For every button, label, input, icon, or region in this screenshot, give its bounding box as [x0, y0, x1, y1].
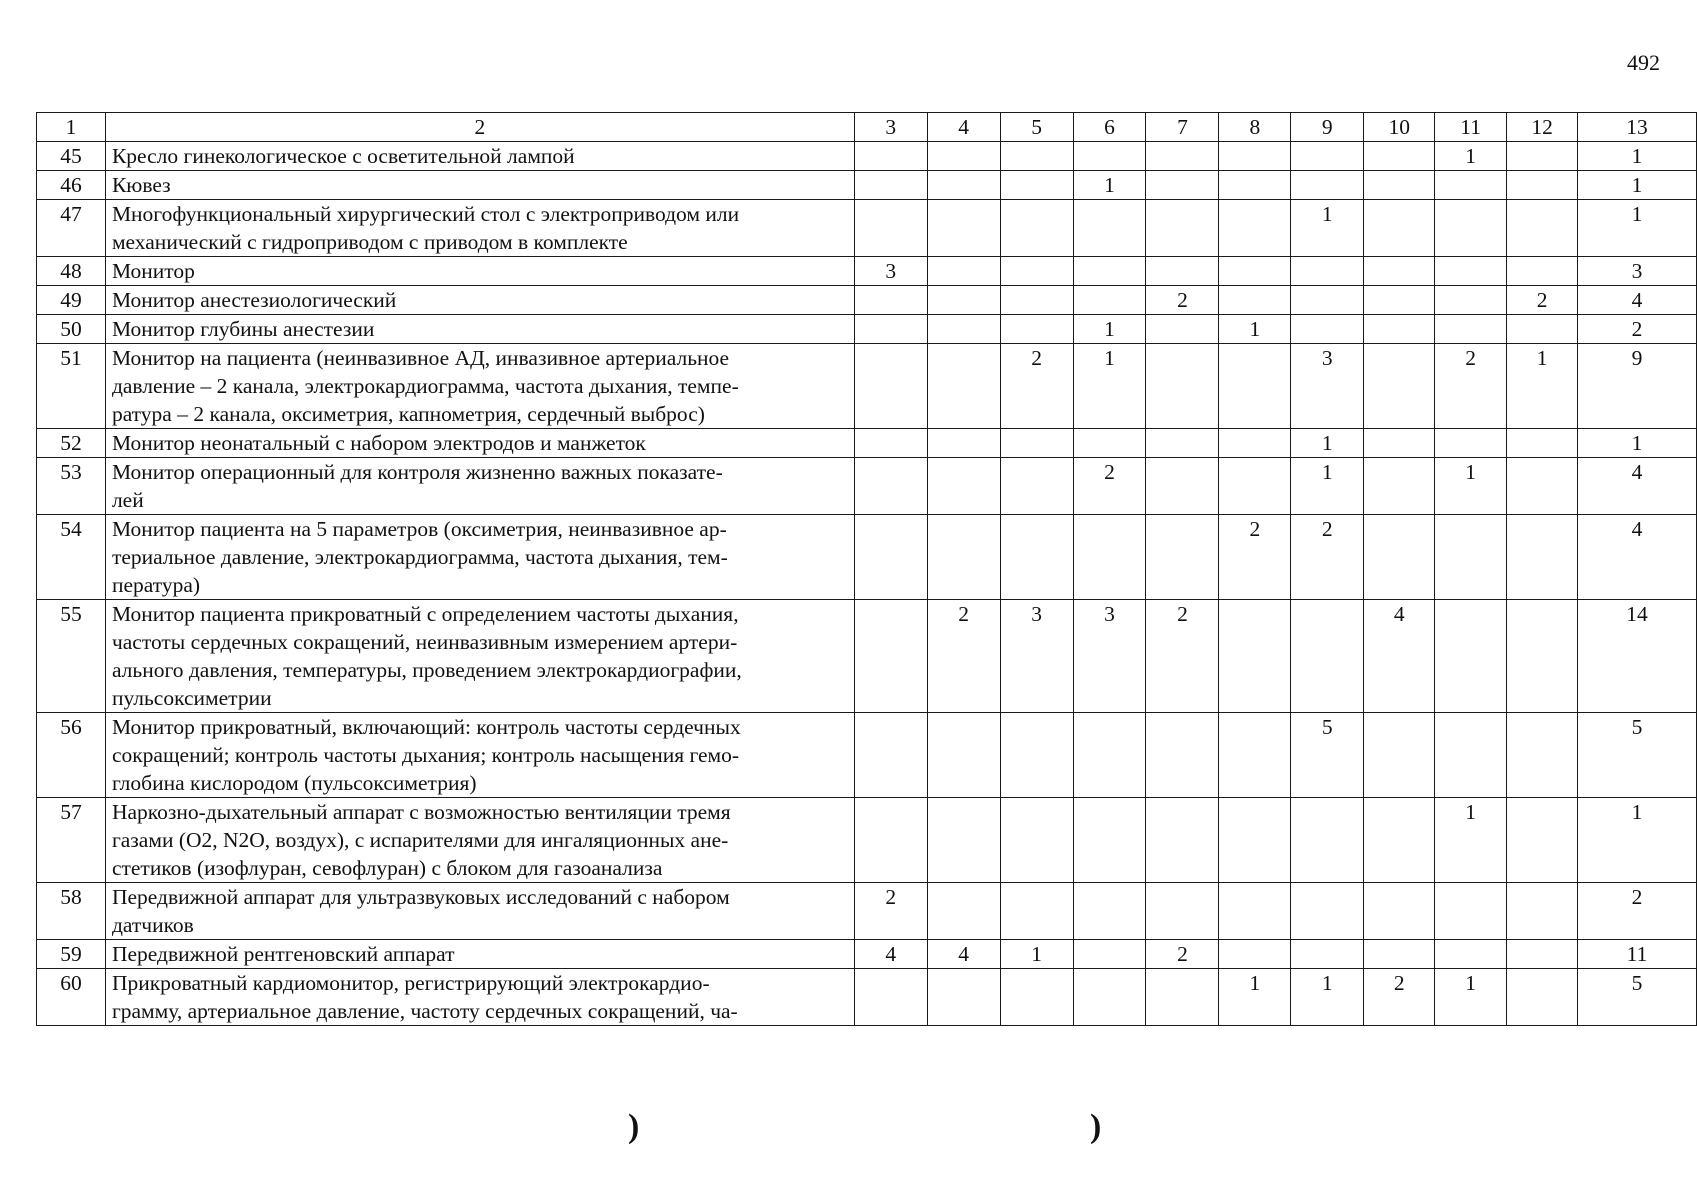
header-cell: 5 [1000, 113, 1073, 142]
quantity-cell [927, 257, 1000, 286]
quantity-cell: 1 [1507, 344, 1578, 429]
quantity-cell [1073, 257, 1146, 286]
quantity-cell: 1 [1578, 142, 1697, 171]
equipment-name-line: газами (О2, N2O, воздух), с испарителями для ингаляционных ане- [111, 828, 729, 852]
quantity-cell [1000, 969, 1073, 1026]
quantity-cell [1219, 142, 1291, 171]
quantity-cell [1291, 286, 1364, 315]
header-cell: 13 [1578, 113, 1697, 142]
quantity-cell: 4 [854, 940, 927, 969]
table-body [37, 113, 1697, 1026]
quantity-cell: 1 [1073, 171, 1146, 200]
quantity-cell [1435, 286, 1507, 315]
quantity-cell [854, 286, 927, 315]
quantity-cell [1073, 286, 1146, 315]
quantity-cell [1435, 315, 1507, 344]
quantity-cell [1507, 142, 1578, 171]
quantity-cell [1219, 600, 1291, 713]
equipment-name-cell [105, 171, 854, 200]
quantity-cell: 1 [1435, 458, 1507, 515]
quantity-cell: 1 [1435, 969, 1507, 1026]
quantity-cell [927, 429, 1000, 458]
equipment-name-line: Прикроватный кардиомонитор, регистрирующий электрокардио- [111, 971, 710, 995]
quantity-cell: 1 [1000, 940, 1073, 969]
quantity-cell: 2 [854, 883, 927, 940]
quantity-cell: 1 [1073, 344, 1146, 429]
quantity-cell [1507, 798, 1578, 883]
quantity-cell [1219, 257, 1291, 286]
quantity-cell [1219, 798, 1291, 883]
quantity-cell [1073, 883, 1146, 940]
quantity-cell [1435, 515, 1507, 600]
equipment-name-cell [105, 458, 854, 515]
quantity-cell: 2 [1073, 458, 1146, 515]
quantity-cell: 5 [1578, 969, 1697, 1026]
equipment-name-line: Монитор на пациента (неинвазивное АД, инвазивное артериальное [111, 346, 730, 370]
equipment-name-line: Монитор глубины анестезии [111, 317, 375, 341]
quantity-cell [1291, 142, 1364, 171]
quantity-cell [1435, 883, 1507, 940]
quantity-cell [1364, 200, 1435, 257]
quantity-cell [1507, 200, 1578, 257]
equipment-name-line: Монитор [111, 259, 195, 283]
row-number-cell: 52 [37, 429, 106, 458]
quantity-cell [1073, 713, 1146, 798]
quantity-cell: 5 [1291, 713, 1364, 798]
quantity-cell: 3 [1578, 257, 1697, 286]
table-row [37, 940, 1697, 969]
quantity-cell [1507, 713, 1578, 798]
quantity-cell [1364, 171, 1435, 200]
equipment-name-line: частоты сердечных сокращений, неинвазивным измерением артери- [111, 630, 738, 654]
table-row [37, 883, 1697, 940]
quantity-cell: 9 [1578, 344, 1697, 429]
quantity-cell [1146, 344, 1219, 429]
quantity-cell [1219, 344, 1291, 429]
table-row [37, 458, 1697, 515]
quantity-cell [1364, 458, 1435, 515]
quantity-cell: 5 [1578, 713, 1697, 798]
footer-mark-right: ) [1090, 1108, 1102, 1145]
quantity-cell [854, 713, 927, 798]
quantity-cell: 3 [1073, 600, 1146, 713]
quantity-cell [1146, 515, 1219, 600]
quantity-cell [1364, 429, 1435, 458]
quantity-cell [854, 315, 927, 344]
header-cell: 7 [1146, 113, 1219, 142]
quantity-cell [1219, 171, 1291, 200]
quantity-cell [1507, 171, 1578, 200]
quantity-cell [1364, 344, 1435, 429]
quantity-cell: 2 [1507, 286, 1578, 315]
quantity-cell [854, 600, 927, 713]
table-header-row [37, 113, 1697, 142]
quantity-cell [927, 200, 1000, 257]
table-row [37, 798, 1697, 883]
quantity-cell: 1 [1219, 315, 1291, 344]
quantity-cell [1219, 286, 1291, 315]
quantity-cell [1219, 429, 1291, 458]
row-number-cell: 49 [37, 286, 106, 315]
quantity-cell [927, 458, 1000, 515]
equipment-name-line: грамму, артериальное давление, частоту сердечных сокращений, ча- [111, 999, 738, 1023]
equipment-name-cell [105, 798, 854, 883]
header-cell: 6 [1073, 113, 1146, 142]
quantity-cell [1000, 515, 1073, 600]
row-number-cell: 50 [37, 315, 106, 344]
quantity-cell: 2 [1000, 344, 1073, 429]
quantity-cell: 1 [1435, 142, 1507, 171]
equipment-name-line: стетиков (изофлуран, севофлуран) с блоком для газоанализа [111, 856, 663, 880]
quantity-cell: 2 [1364, 969, 1435, 1026]
quantity-cell [1435, 200, 1507, 257]
quantity-cell [854, 200, 927, 257]
quantity-cell [1364, 713, 1435, 798]
quantity-cell [1073, 142, 1146, 171]
quantity-cell [1219, 883, 1291, 940]
quantity-cell [1219, 200, 1291, 257]
row-number-cell: 54 [37, 515, 106, 600]
table-row [37, 429, 1697, 458]
quantity-cell [1507, 458, 1578, 515]
quantity-cell: 2 [1435, 344, 1507, 429]
equipment-name-line: ального давления, температуры, проведением электрокардиографии, [111, 658, 742, 682]
quantity-cell [1000, 171, 1073, 200]
equipment-name-line: Наркозно-дыхательный аппарат с возможностью вентиляции тремя [111, 800, 731, 824]
equipment-name-line: датчиков [111, 913, 194, 937]
quantity-cell [854, 798, 927, 883]
quantity-cell [1364, 315, 1435, 344]
quantity-cell [1000, 798, 1073, 883]
equipment-name-cell [105, 200, 854, 257]
quantity-cell [1219, 458, 1291, 515]
quantity-cell [927, 713, 1000, 798]
equipment-name-line: Монитор пациента на 5 параметров (оксиметрия, неинвазивное ар- [111, 517, 727, 541]
equipment-name-cell [105, 713, 854, 798]
quantity-cell [1073, 969, 1146, 1026]
quantity-cell [1507, 315, 1578, 344]
equipment-name-cell [105, 940, 854, 969]
quantity-cell: 2 [927, 600, 1000, 713]
quantity-cell [1000, 458, 1073, 515]
quantity-cell [1507, 515, 1578, 600]
quantity-cell [1291, 883, 1364, 940]
equipment-name-line: Монитор анестезиологический [111, 288, 397, 312]
quantity-cell [1364, 142, 1435, 171]
quantity-cell [854, 969, 927, 1026]
quantity-cell [854, 458, 927, 515]
quantity-cell [927, 142, 1000, 171]
quantity-cell [1364, 515, 1435, 600]
quantity-cell [1000, 257, 1073, 286]
quantity-cell [1291, 940, 1364, 969]
equipment-name-line: Передвижной рентгеновский аппарат [111, 942, 455, 966]
quantity-cell [927, 798, 1000, 883]
quantity-cell: 1 [1219, 969, 1291, 1026]
header-cell: 8 [1219, 113, 1291, 142]
quantity-cell [1364, 257, 1435, 286]
equipment-name-line: Кресло гинекологическое с осветительной лампой [111, 144, 575, 168]
quantity-cell [1219, 713, 1291, 798]
table-row [37, 713, 1697, 798]
equipment-table [36, 112, 1697, 1026]
quantity-cell: 2 [1219, 515, 1291, 600]
equipment-name-line: пература) [111, 573, 201, 597]
quantity-cell: 2 [1578, 315, 1697, 344]
quantity-cell [1364, 798, 1435, 883]
quantity-cell [1507, 429, 1578, 458]
quantity-cell: 2 [1146, 940, 1219, 969]
quantity-cell [1146, 200, 1219, 257]
quantity-cell: 1 [1578, 798, 1697, 883]
quantity-cell: 4 [927, 940, 1000, 969]
table-row [37, 200, 1697, 257]
quantity-cell: 1 [1578, 200, 1697, 257]
quantity-cell [1146, 429, 1219, 458]
quantity-cell: 4 [1364, 600, 1435, 713]
row-number-cell: 59 [37, 940, 106, 969]
quantity-cell [927, 171, 1000, 200]
equipment-name-line: механический с гидроприводом с приводом в комплекте [111, 230, 628, 254]
quantity-cell [1291, 257, 1364, 286]
equipment-name-line: Кювез [111, 173, 171, 197]
quantity-cell: 3 [1000, 600, 1073, 713]
equipment-name-cell [105, 142, 854, 171]
row-number-cell: 47 [37, 200, 106, 257]
quantity-cell: 11 [1578, 940, 1697, 969]
quantity-cell [1364, 883, 1435, 940]
quantity-cell [1146, 458, 1219, 515]
equipment-name-line: лей [111, 488, 144, 512]
quantity-cell: 1 [1578, 171, 1697, 200]
row-number-cell: 55 [37, 600, 106, 713]
quantity-cell [927, 315, 1000, 344]
table-row [37, 515, 1697, 600]
equipment-name-cell [105, 600, 854, 713]
quantity-cell [854, 142, 927, 171]
quantity-cell [1146, 257, 1219, 286]
table-row [37, 315, 1697, 344]
equipment-name-line: Монитор пациента прикроватный с определением частоты дыхания, [111, 602, 739, 626]
quantity-cell [1435, 940, 1507, 969]
quantity-cell [1073, 515, 1146, 600]
quantity-cell [1073, 798, 1146, 883]
equipment-name-line: Монитор прикроватный, включающий: контроль частоты сердечных [111, 715, 741, 739]
table-row [37, 344, 1697, 429]
quantity-cell: 2 [1146, 286, 1219, 315]
quantity-cell: 1 [1073, 315, 1146, 344]
quantity-cell [1000, 429, 1073, 458]
quantity-cell [1291, 171, 1364, 200]
quantity-cell: 1 [1291, 429, 1364, 458]
quantity-cell [1364, 286, 1435, 315]
quantity-cell [1435, 713, 1507, 798]
quantity-cell [1435, 257, 1507, 286]
row-number-cell: 45 [37, 142, 106, 171]
row-number-cell: 53 [37, 458, 106, 515]
quantity-cell [927, 286, 1000, 315]
equipment-name-line: пульсоксиметрии [111, 686, 272, 710]
quantity-cell [1435, 600, 1507, 713]
quantity-cell [854, 515, 927, 600]
quantity-cell [1507, 883, 1578, 940]
footer-mark-left: ) [628, 1108, 640, 1145]
table-row [37, 969, 1697, 1026]
quantity-cell [1146, 315, 1219, 344]
quantity-cell [1146, 142, 1219, 171]
header-cell: 2 [105, 113, 854, 142]
quantity-cell [1146, 171, 1219, 200]
equipment-name-line: териальное давление, электрокардиограмма, частота дыхания, тем- [111, 545, 728, 569]
equipment-name-line: Монитор неонатальный с набором электродов и манжеток [111, 431, 646, 455]
quantity-cell [927, 515, 1000, 600]
quantity-cell: 3 [854, 257, 927, 286]
row-number-cell: 57 [37, 798, 106, 883]
quantity-cell [1146, 883, 1219, 940]
header-cell: 3 [854, 113, 927, 142]
quantity-cell: 4 [1578, 458, 1697, 515]
quantity-cell [1146, 713, 1219, 798]
header-cell: 11 [1435, 113, 1507, 142]
quantity-cell [1000, 315, 1073, 344]
quantity-cell [1146, 969, 1219, 1026]
quantity-cell [1291, 600, 1364, 713]
equipment-name-cell [105, 257, 854, 286]
quantity-cell [1000, 883, 1073, 940]
quantity-cell [927, 969, 1000, 1026]
quantity-cell [1000, 200, 1073, 257]
equipment-name-line: Монитор операционный для контроля жизненно важных показате- [111, 460, 723, 484]
quantity-cell [1291, 315, 1364, 344]
quantity-cell [1073, 429, 1146, 458]
quantity-cell [854, 344, 927, 429]
equipment-name-line: Многофункциональный хирургический стол с электроприводом или [111, 202, 740, 226]
quantity-cell [1507, 600, 1578, 713]
quantity-cell: 1 [1291, 969, 1364, 1026]
header-cell: 4 [927, 113, 1000, 142]
quantity-cell: 1 [1578, 429, 1697, 458]
quantity-cell [1507, 969, 1578, 1026]
quantity-cell [854, 171, 927, 200]
table-row [37, 286, 1697, 315]
quantity-cell: 2 [1291, 515, 1364, 600]
quantity-cell: 4 [1578, 515, 1697, 600]
quantity-cell [1507, 257, 1578, 286]
table-row [37, 171, 1697, 200]
quantity-cell [1364, 940, 1435, 969]
header-cell: 9 [1291, 113, 1364, 142]
row-number-cell: 48 [37, 257, 106, 286]
quantity-cell: 14 [1578, 600, 1697, 713]
quantity-cell [1000, 286, 1073, 315]
table-row [37, 257, 1697, 286]
quantity-cell [854, 429, 927, 458]
equipment-name-cell [105, 883, 854, 940]
quantity-cell [1507, 940, 1578, 969]
table-row [37, 600, 1697, 713]
quantity-cell [1435, 171, 1507, 200]
quantity-cell: 1 [1435, 798, 1507, 883]
row-number-cell: 56 [37, 713, 106, 798]
quantity-cell [1146, 798, 1219, 883]
equipment-name-line: сокращений; контроль частоты дыхания; контроль насыщения гемо- [111, 743, 740, 767]
quantity-cell [927, 883, 1000, 940]
header-cell: 10 [1364, 113, 1435, 142]
row-number-cell: 58 [37, 883, 106, 940]
quantity-cell [1000, 142, 1073, 171]
header-cell: 12 [1507, 113, 1578, 142]
quantity-cell: 2 [1578, 883, 1697, 940]
equipment-name-line: ратура – 2 канала, оксиметрия, капнометрия, сердечный выброс) [111, 402, 705, 426]
row-number-cell: 51 [37, 344, 106, 429]
equipment-name-line: глобина кислородом (пульсоксиметрия) [111, 771, 477, 795]
header-cell: 1 [37, 113, 106, 142]
equipment-name-cell [105, 315, 854, 344]
row-number-cell: 46 [37, 171, 106, 200]
quantity-cell [1000, 713, 1073, 798]
equipment-name-cell [105, 969, 854, 1026]
quantity-cell [927, 344, 1000, 429]
equipment-name-line: Передвижной аппарат для ультразвуковых исследований с набором [111, 885, 730, 909]
table-row [37, 142, 1697, 171]
row-number-cell: 60 [37, 969, 106, 1026]
equipment-name-cell [105, 429, 854, 458]
equipment-name-cell [105, 344, 854, 429]
quantity-cell [1073, 940, 1146, 969]
quantity-cell [1073, 200, 1146, 257]
quantity-cell: 3 [1291, 344, 1364, 429]
quantity-cell [1219, 940, 1291, 969]
equipment-name-cell [105, 515, 854, 600]
equipment-name-line: давление – 2 канала, электрокардиограмма, частота дыхания, темпе- [111, 374, 739, 398]
quantity-cell: 2 [1146, 600, 1219, 713]
page-number: 492 [1627, 50, 1660, 75]
quantity-cell: 1 [1291, 458, 1364, 515]
quantity-cell: 4 [1578, 286, 1697, 315]
equipment-name-cell [105, 286, 854, 315]
quantity-cell [1435, 429, 1507, 458]
quantity-cell [1291, 798, 1364, 883]
quantity-cell: 1 [1291, 200, 1364, 257]
